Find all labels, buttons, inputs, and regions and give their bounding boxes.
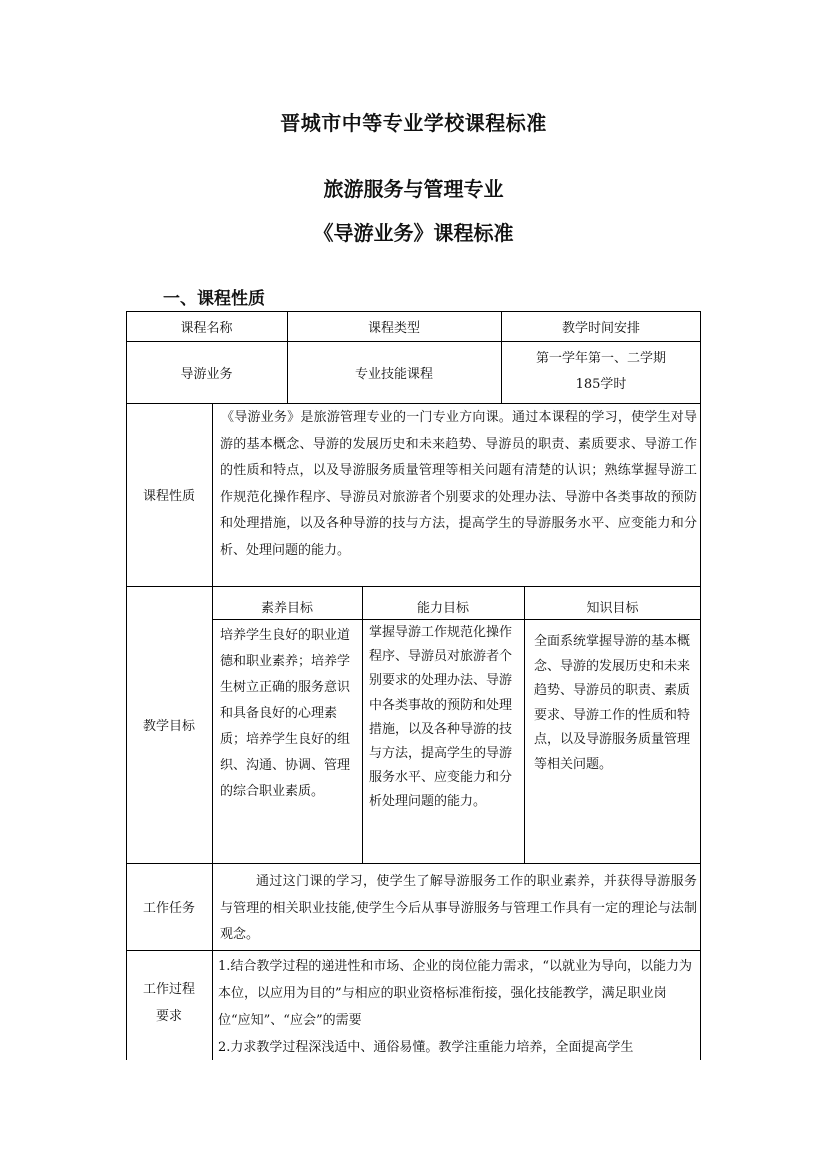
process-label-line1: 工作过程 xyxy=(142,982,195,997)
nature-text: 《导游业务》是旅游管理专业的一门专业方向课。通过本课程的学习，使学生对导游的基本概念、导游的发展历史和未来趋势、导游员的职责、素质要求、导游工作的性质和特点，以及导游服务质量管理等相关问题有清楚的认识；熟练掌握导游工作规范化操作程序、导游员对旅游者个别要求的处理办法、导游中各类事故的预防和处理措施，以及各种导游的技与方法，提高学生的导游服务水平、应变能力和分析、处理问题的能力。 xyxy=(220,410,697,558)
goals-header-quality: 素养目标 xyxy=(260,600,313,616)
course-title: 《导游业务》课程标准 xyxy=(313,221,514,245)
goals-header-knowledge: 知识目标 xyxy=(586,600,639,616)
process-item-2: 2.力求教学过程深浅适中、通俗易懂。教学注重能力培养，全面提高学生 xyxy=(218,1040,634,1055)
schedule-hours: 185学时 xyxy=(575,377,627,392)
goals-label: 教学目标 xyxy=(142,719,195,734)
table-border-left xyxy=(126,311,127,1060)
value-schedule xyxy=(501,341,701,403)
table-rule xyxy=(362,586,363,863)
schedule-term: 第一学年第一、二学期 xyxy=(535,351,666,366)
process-item-1: 1.结合教学过程的递进性和市场、企业的岗位能力需求，“以就业为导向，以能力为本位，以应用为目的”与相应的职业资格标准衔接，强化技能教学，满足职业岗位“应知”、“应会”的需要 xyxy=(218,959,693,1028)
goals-quality-text: 培养学生良好的职业道德和职业素养；培养学生树立正确的服务意识和具备良好的心理素质；培养学生良好的组织、沟通、协调、管理的综合职业素质。 xyxy=(220,628,351,799)
table-border-top xyxy=(126,311,701,312)
process-text xyxy=(212,951,701,1060)
value-course-type: 专业技能课程 xyxy=(354,366,433,382)
section-heading: 一、课程性质 xyxy=(163,289,265,309)
table-rule xyxy=(287,311,288,403)
table-rule xyxy=(212,619,701,620)
process-label xyxy=(126,950,212,1060)
nature-label: 课程性质 xyxy=(142,489,195,504)
table-border-right xyxy=(700,311,701,1060)
goals-header-ability: 能力目标 xyxy=(416,600,469,616)
tasks-text: 通过这门课的学习，使学生了解导游服务工作的职业素养，并获得导游服务与管理的相关职业技能,使学生今后从事导游服务与管理工作具有一定的理论与法制观念。 xyxy=(220,874,697,943)
table-rule xyxy=(501,311,502,403)
table-rule xyxy=(524,586,525,863)
process-label-line2: 要求 xyxy=(155,1009,182,1024)
header-course-name: 课程名称 xyxy=(180,320,233,336)
table-rule xyxy=(126,341,701,342)
goals-ability-text: 掌握导游工作规范化操作程序、导游员对旅游者个别要求的处理办法、导游中各类事故的预防和处理措施，以及各种导游的技与方法，提高学生的导游服务水平、应变能力和分析处理问题的能力。 xyxy=(369,625,513,810)
school-title: 晋城市中等专业学校课程标准 xyxy=(280,111,547,135)
goals-knowledge-text: 全面系统掌握导游的基本概念、导游的发展历史和未来趋势、导游员的职责、素质要求、导游工作的性质和特点，以及导游服务质量管理等相关问题。 xyxy=(534,634,691,772)
header-course-type: 课程类型 xyxy=(367,320,420,336)
major-title: 旅游服务与管理专业 xyxy=(323,177,504,201)
table-rule xyxy=(212,403,213,1060)
value-course-name: 导游业务 xyxy=(180,366,233,382)
tasks-label: 工作任务 xyxy=(142,901,195,916)
header-schedule: 教学时间安排 xyxy=(561,320,640,336)
